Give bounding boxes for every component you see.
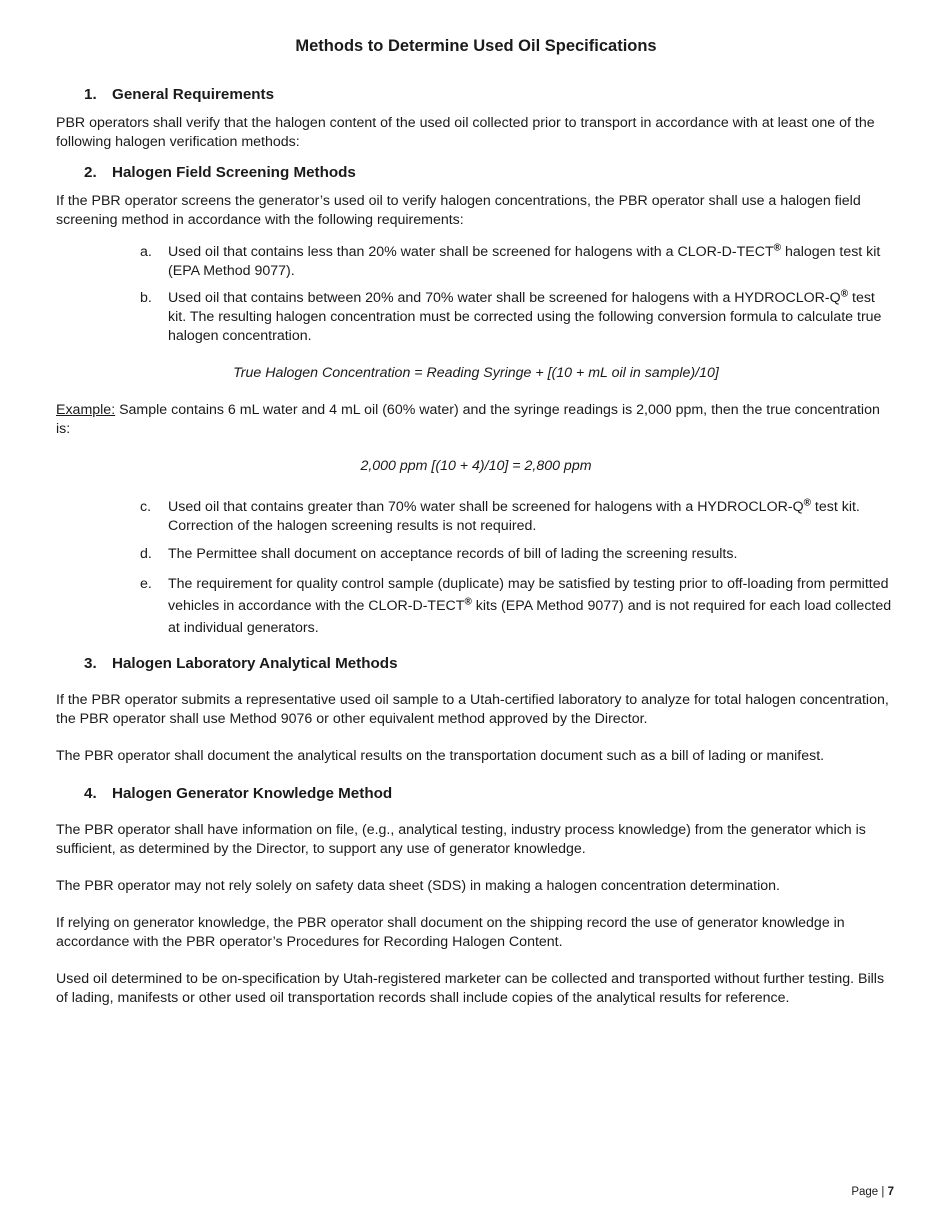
list-item-b: b. Used oil that contains between 20% and 70% water shall be screened for halogens with a HYDROCLOR-Q® test kit. The resulting halogen concentration must be corrected using the following conversion formula to calculate true halogen concentration. xyxy=(140,288,882,344)
section-4-heading: 4. Halogen Generator Knowledge Method xyxy=(84,785,393,802)
section-2-heading: 2. Halogen Field Screening Methods xyxy=(84,164,356,181)
list-item-a: a. Used oil that contains less than 20% water shall be screened for halogens with a CLOR-D-TECT® halogen test kit (EPA Method 9077). xyxy=(140,242,881,279)
screening-list-continued xyxy=(140,498,896,639)
example-formula: 2,000 ppm [(10 + 4)/10] = 2,800 ppm xyxy=(360,458,592,474)
section-4-paragraph-4: Used oil determined to be on-specification by Utah-registered marketer can be collected and transported without further testing. Bills of lading, manifests or other used oil transportation records shall include copies of the analytical results for reference. xyxy=(56,971,885,1006)
page-label: Page xyxy=(851,1186,879,1198)
example-label: Example: xyxy=(56,402,116,418)
section-1-paragraph: PBR operators shall verify that the halogen content of the used oil collected prior to transport in accordance with at least one of the following halogen verification methods: xyxy=(56,115,875,150)
section-4-paragraph-2: The PBR operator may not rely solely on safety data sheet (SDS) in making a halogen concentration determination. xyxy=(56,878,780,894)
section-3-paragraph-1: If the PBR operator submits a representative used oil sample to a Utah-certified laboratory to analyze for total halogen concentration, the PBR operator shall use Method 9076 or other equivalent method approved by the Director. xyxy=(56,692,889,727)
section-4-paragraph-1: The PBR operator shall have information on file, (e.g., analytical testing, industry process knowledge) from the generator which is sufficient, as determined by the Director, to support any use of generator knowledge. xyxy=(56,822,866,857)
section-2-paragraph: If the PBR operator screens the generator’s used oil to verify halogen concentrations, the PBR operator shall use a halogen field screening method in accordance with the following requirements: xyxy=(56,193,861,228)
page-footer: Page | 7 xyxy=(851,1186,894,1198)
document-page xyxy=(56,34,896,1008)
section-3-paragraph-2: The PBR operator shall document the analytical results on the transportation document such as a bill of lading or manifest. xyxy=(56,748,825,764)
list-item-c: c. Used oil that contains greater than 70% water shall be screened for halogens with a HYDROCLOR-Q® test kit. Correction of the halogen screening results is not required. xyxy=(140,497,860,534)
section-4-paragraph-3: If relying on generator knowledge, the PBR operator shall document on the shipping record the use of generator knowledge in accordance with the PBR operator’s Procedures for Recording Halogen Content. xyxy=(56,915,845,950)
page-title: Methods to Determine Used Oil Specifications xyxy=(295,37,657,55)
list-item-e: e. The requirement for quality control sample (duplicate) may be satisfied by testing prior to off-loading from permitted vehicles in accordance with the CLOR-D-TECT® kits (EPA Method 9077) and is not required for each load collected at individual generators. xyxy=(140,576,892,636)
list-item-d: d. The Permittee shall document on acceptance records of bill of lading the screening results. xyxy=(140,546,738,562)
screening-list xyxy=(140,243,896,346)
registered-mark: ® xyxy=(464,596,472,608)
registered-mark: ® xyxy=(773,242,781,254)
section-3-heading: 3. Halogen Laboratory Analytical Methods xyxy=(84,655,398,672)
registered-mark: ® xyxy=(803,497,811,509)
registered-mark: ® xyxy=(840,288,849,300)
example-paragraph: Example: Sample contains 6 mL water and 4 mL oil (60% water) and the syringe readings is 2,000 ppm, then the true concentration is: xyxy=(56,402,880,437)
page-number: 7 xyxy=(887,1186,894,1198)
conversion-formula: True Halogen Concentration = Reading Syringe + [(10 + mL oil in sample)/10] xyxy=(233,365,719,381)
section-1-heading: 1. General Requirements xyxy=(84,86,275,103)
